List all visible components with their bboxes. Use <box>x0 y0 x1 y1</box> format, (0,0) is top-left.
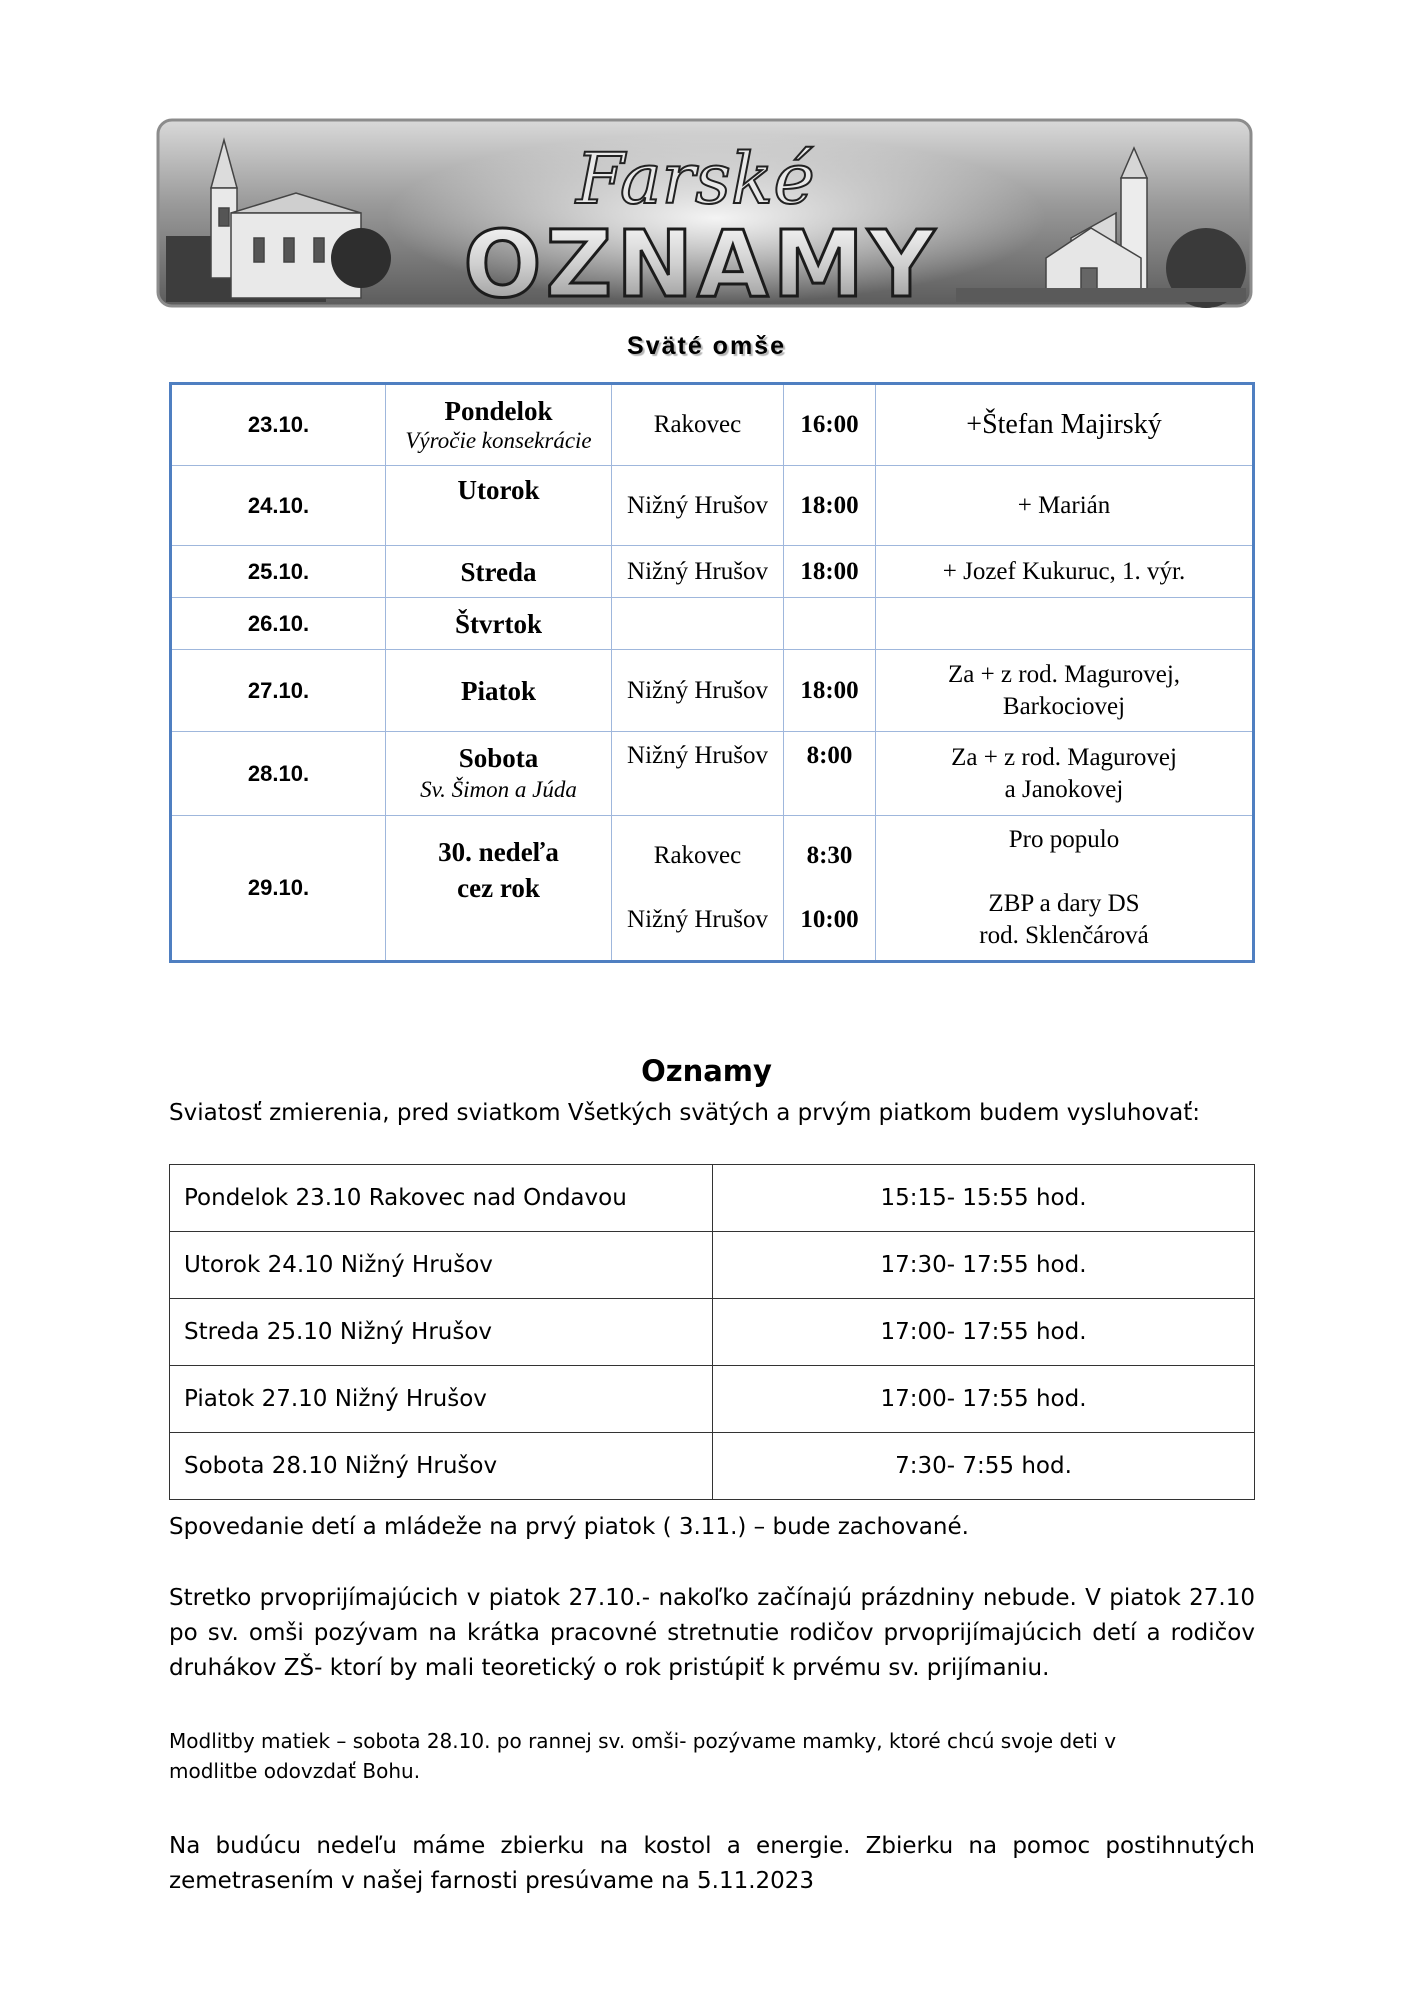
mass-intention <box>876 650 1254 732</box>
farske-oznamy-banner <box>156 118 1253 308</box>
day-name: Štvrtok <box>455 608 542 639</box>
confession-hours: 7:30- 7:55 hod. <box>713 1433 1255 1500</box>
banner-script-title: Farské <box>576 138 815 220</box>
announcement-paragraph: Modlitby matiek – sobota 28.10. po rannej sv. omši- pozývame mamky, ktoré chcú svoje deti v modlitbe odovzdať Bohu. <box>169 1729 1117 1783</box>
banner-main-title: OZNAMY <box>463 211 939 308</box>
mass-time: 16:00 <box>784 384 876 466</box>
mass-day <box>386 384 612 466</box>
mass-place <box>612 598 784 650</box>
mass-date: 26.10. <box>171 598 386 650</box>
table-row <box>170 1299 1255 1366</box>
mass-day <box>386 598 612 650</box>
mass-date: 23.10. <box>171 384 386 466</box>
intention-line: Za + z rod. Magurovej <box>951 743 1177 771</box>
time-line: 8:30 <box>806 842 853 869</box>
table-row <box>171 466 1254 546</box>
mass-place: Nižný Hrušov <box>612 466 784 546</box>
table-row <box>171 384 1254 466</box>
table-row <box>170 1433 1255 1500</box>
masses-title: Sväté omše <box>627 332 786 360</box>
table-row <box>170 1366 1255 1433</box>
intention-line: Barkociovej <box>1002 692 1126 720</box>
intention-line: ZBP a dary DS <box>988 890 1140 917</box>
feast-name: Sv. Šimon a Júda <box>420 776 577 802</box>
mass-intention: +Štefan Majirský <box>876 384 1254 466</box>
mass-place <box>612 816 784 962</box>
day-name: Piatok <box>460 675 536 706</box>
mass-date: 25.10. <box>171 546 386 598</box>
intention-line: Pro populo <box>1008 826 1120 853</box>
confession-place: Sobota 28.10 Nižný Hrušov <box>170 1433 713 1500</box>
table-row <box>171 598 1254 650</box>
confession-place: Streda 25.10 Nižný Hrušov <box>170 1299 713 1366</box>
mass-place: Nižný Hrušov <box>612 732 784 816</box>
mass-time: 18:00 <box>784 546 876 598</box>
day-name: Sobota <box>458 742 539 773</box>
mass-day <box>386 732 612 816</box>
intention-line: Za + z rod. Magurovej, <box>947 660 1181 688</box>
announcement-paragraph: Stretko prvoprijímajúcich v piatok 27.10.- nakoľko začínajú prázdniny nebude. V piatok 27.10 po sv. omši pozývam na krátka pracovné stretnutie rodičov prvoprijímajúcich detí a rodičov druhákov ZŠ- ktorí by mali teoretický o rok pristúpiť k prvému sv. prijímaniu. <box>169 1585 1255 1681</box>
confession-place: Pondelok 23.10 Rakovec nad Ondavou <box>170 1165 713 1232</box>
mass-place: Nižný Hrušov <box>612 546 784 598</box>
confession-hours: 17:00- 17:55 hod. <box>713 1299 1255 1366</box>
mass-intention <box>876 816 1254 962</box>
mass-date: 24.10. <box>171 466 386 546</box>
announcement-paragraph: Spovedanie detí a mládeže na prvý piatok ( 3.11.) – bude zachované. <box>169 1514 969 1540</box>
feast-name: Výročie konsekrácie <box>405 428 592 453</box>
intention-line: a Janokovej <box>1004 775 1124 803</box>
mass-day <box>386 466 612 546</box>
mass-place: Nižný Hrušov <box>612 650 784 732</box>
confession-intro: Sviatosť zmierenia, pred sviatkom Všetkých svätých a prvým piatkom budem vysluhovať: <box>169 1100 1201 1126</box>
mass-date: 27.10. <box>171 650 386 732</box>
mass-time: 8:00 <box>784 732 876 816</box>
day-name: Utorok <box>457 475 540 505</box>
announcements-title: Oznamy <box>641 1054 772 1088</box>
table-row <box>170 1232 1255 1299</box>
mass-intention <box>876 598 1254 650</box>
announcement-paragraph: Na budúcu nedeľu máme zbierku na kostol a energie. Zbierku na pomoc postihnutých zemetrasením v našej farnosti presúvame na 5.11.2023 <box>169 1833 1255 1894</box>
mass-date: 28.10. <box>171 732 386 816</box>
mass-time: 18:00 <box>784 466 876 546</box>
mass-intention <box>876 732 1254 816</box>
mass-place: Rakovec <box>612 384 784 466</box>
mass-day <box>386 650 612 732</box>
mass-day <box>386 816 612 962</box>
day-name: Pondelok <box>444 396 553 426</box>
table-row <box>171 546 1254 598</box>
day-name: 30. nedeľa <box>438 837 559 867</box>
mass-schedule-table <box>169 382 1255 963</box>
time-line: 10:00 <box>800 906 859 933</box>
mass-time <box>784 598 876 650</box>
confession-hours: 15:15- 15:55 hod. <box>713 1165 1255 1232</box>
confession-table <box>169 1164 1255 1500</box>
mass-time <box>784 816 876 962</box>
mass-time: 18:00 <box>784 650 876 732</box>
mass-intention: + Jozef Kukuruc, 1. výr. <box>876 546 1254 598</box>
intention-line: rod. Sklenčárová <box>979 922 1149 949</box>
place-line: Nižný Hrušov <box>627 906 768 933</box>
mass-intention: + Marián <box>876 466 1254 546</box>
mass-day <box>386 546 612 598</box>
table-row <box>171 816 1254 962</box>
table-row <box>171 650 1254 732</box>
mass-date: 29.10. <box>171 816 386 962</box>
confession-hours: 17:30- 17:55 hod. <box>713 1232 1255 1299</box>
day-name: cez rok <box>457 873 540 903</box>
table-row <box>170 1165 1255 1232</box>
place-line: Rakovec <box>653 842 742 869</box>
table-row <box>171 732 1254 816</box>
confession-place: Utorok 24.10 Nižný Hrušov <box>170 1232 713 1299</box>
confession-place: Piatok 27.10 Nižný Hrušov <box>170 1366 713 1433</box>
confession-hours: 17:00- 17:55 hod. <box>713 1366 1255 1433</box>
day-name: Streda <box>460 556 537 587</box>
